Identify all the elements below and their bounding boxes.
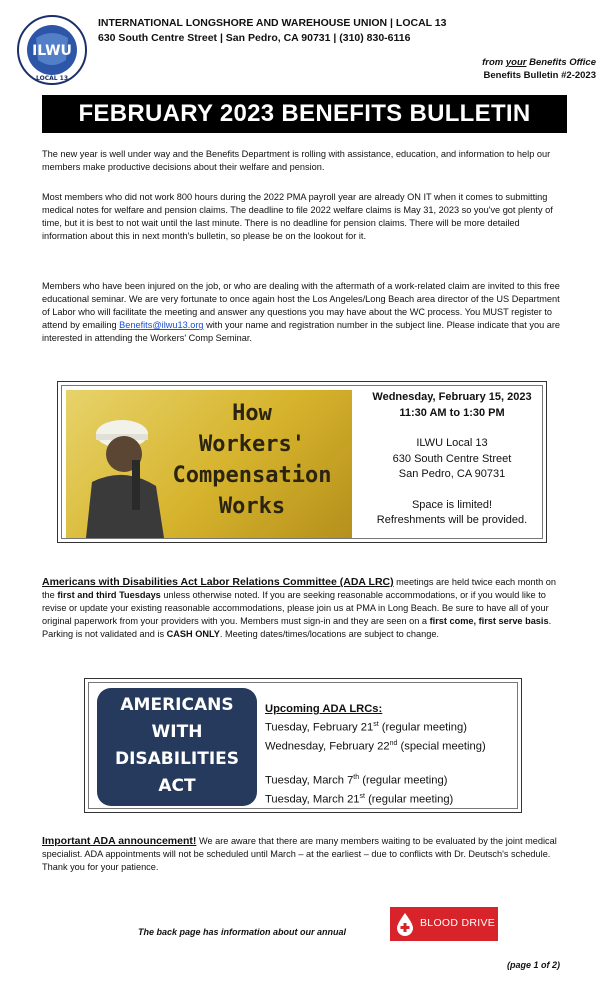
bulletin-title: FEBRUARY 2023 BENEFITS BULLETIN bbox=[42, 95, 567, 133]
page-number: (page 1 of 2) bbox=[506, 960, 560, 970]
blood-drive-logo bbox=[390, 907, 498, 941]
org-address: 630 South Centre Street | San Pedro, CA 90731 | (310) 830-6116 bbox=[98, 32, 411, 44]
seminar-details bbox=[360, 390, 544, 529]
bulletin-source bbox=[482, 56, 596, 82]
list-item: Tuesday, March 21st (regular meeting) bbox=[265, 793, 454, 806]
seminar-date: Wednesday, February 15, 2023 bbox=[372, 391, 532, 403]
benefits-email-link[interactable]: Benefits@ilwu13.org bbox=[119, 320, 204, 331]
back-page-note: The back page has information about our annual bbox=[138, 927, 347, 937]
ilwu-seal-logo bbox=[16, 14, 88, 86]
from-benefits-office: from your Benefits Office bbox=[482, 57, 596, 68]
seminar-paragraph: Members who have been injured on the job, or who are dealing with the aftermath of a work-related claim are invited to this free educational seminar. We are very fortunate to once again host the Los Angeles/Long Beach area director of the US Department of Labor who will facilitate the meeting and answer any questions you may have about the WC process. You MUST register to attend by emailing Benefits@ilwu13.org with your name and registration number in the subject line. Please indicate that you are interested in attending the Workers' Comp Seminar. bbox=[42, 281, 561, 344]
ada-lrc-heading: Americans with Disabilities Act Labor Relations Committee (ADA LRC) bbox=[42, 576, 394, 588]
claims-paragraph: Most members who did not work 800 hours during the 2022 PMA payroll year are already ON IT when it comes to submitting medical notes for welfare and pension claims. The deadline to file 2022 welfare claims is May 31, 2023 so you've got plenty of time, but it is best to not wait until the last minute. There is no deadline for pension claims. There will be more detailed information about this in next month's bulletin, so please be on the lookout for it. bbox=[42, 192, 553, 242]
bulletin-number: Benefits Bulletin #2-2023 bbox=[483, 70, 596, 81]
ada-logo: AMERICANS WITH DISABILITIES ACT bbox=[97, 688, 257, 806]
seminar-note-space: Space is limited! bbox=[411, 498, 493, 511]
letterhead bbox=[16, 14, 596, 92]
blood-drive-label: BLOOD DRIVE bbox=[420, 917, 496, 929]
ada-announcement: Important ADA announcement! We are aware that there are many members waiting to be evaluated by the joint medical specialist. ADA appointments will not be scheduled until March – at the earliest – due to conflicts with Dr. Deutsch's schedule. Thank you for your patience. bbox=[42, 835, 557, 873]
org-info bbox=[98, 16, 446, 46]
blood-drop-icon bbox=[394, 912, 416, 936]
announcement-heading: Important ADA announcement! bbox=[42, 835, 197, 847]
ada-lrc-paragraph: Americans with Disabilities Act Labor Relations Committee (ADA LRC) meetings are held twice each month on the first and third Tuesdays unless otherwise noted. If you are seeking reasonable accommodations, or if you would like to revise or update your existing reasonable accommodations, please join us at PMA in Long Beach. Be sure to have all of your original paperwork from your providers with you. Members must sign-in and they are seen on a first come, first serve basis. Parking is not validated and is CASH ONLY. Meeting dates/times/locations are subject to change. bbox=[42, 576, 557, 640]
list-item: Tuesday, March 7th (regular meeting) bbox=[265, 774, 448, 788]
seminar-city: San Pedro, CA 90731 bbox=[398, 468, 506, 480]
seal-bottom-text: LOCAL 13 bbox=[35, 75, 69, 82]
seminar-note-refreshments: Refreshments will be provided. bbox=[376, 514, 528, 526]
seminar-flyer bbox=[57, 381, 547, 543]
ada-list-heading: Upcoming ADA LRCs: bbox=[265, 703, 383, 715]
seminar-street: 630 South Centre Street bbox=[392, 452, 512, 465]
ada-meeting-list bbox=[265, 701, 486, 808]
list-item: Tuesday, February 21st (regular meeting) bbox=[265, 721, 467, 734]
ada-schedule-box bbox=[84, 678, 522, 813]
list-item: Wednesday, February 22nd (special meeting) bbox=[265, 739, 486, 753]
seminar-time: 11:30 AM to 1:30 PM bbox=[399, 406, 505, 419]
workers-comp-image bbox=[66, 390, 352, 538]
intro-paragraph: The new year is well under way and the Benefits Department is rolling with assistance, education, and information to help our members make productive decisions about their welfare and pension. bbox=[42, 149, 551, 173]
seminar-image-title: How Workers' Compensation Works bbox=[172, 401, 332, 519]
seminar-venue: ILWU Local 13 bbox=[416, 437, 488, 449]
seal-text: ILWU bbox=[32, 43, 72, 59]
org-name: INTERNATIONAL LONGSHORE AND WAREHOUSE UNION | LOCAL 13 bbox=[98, 17, 447, 29]
